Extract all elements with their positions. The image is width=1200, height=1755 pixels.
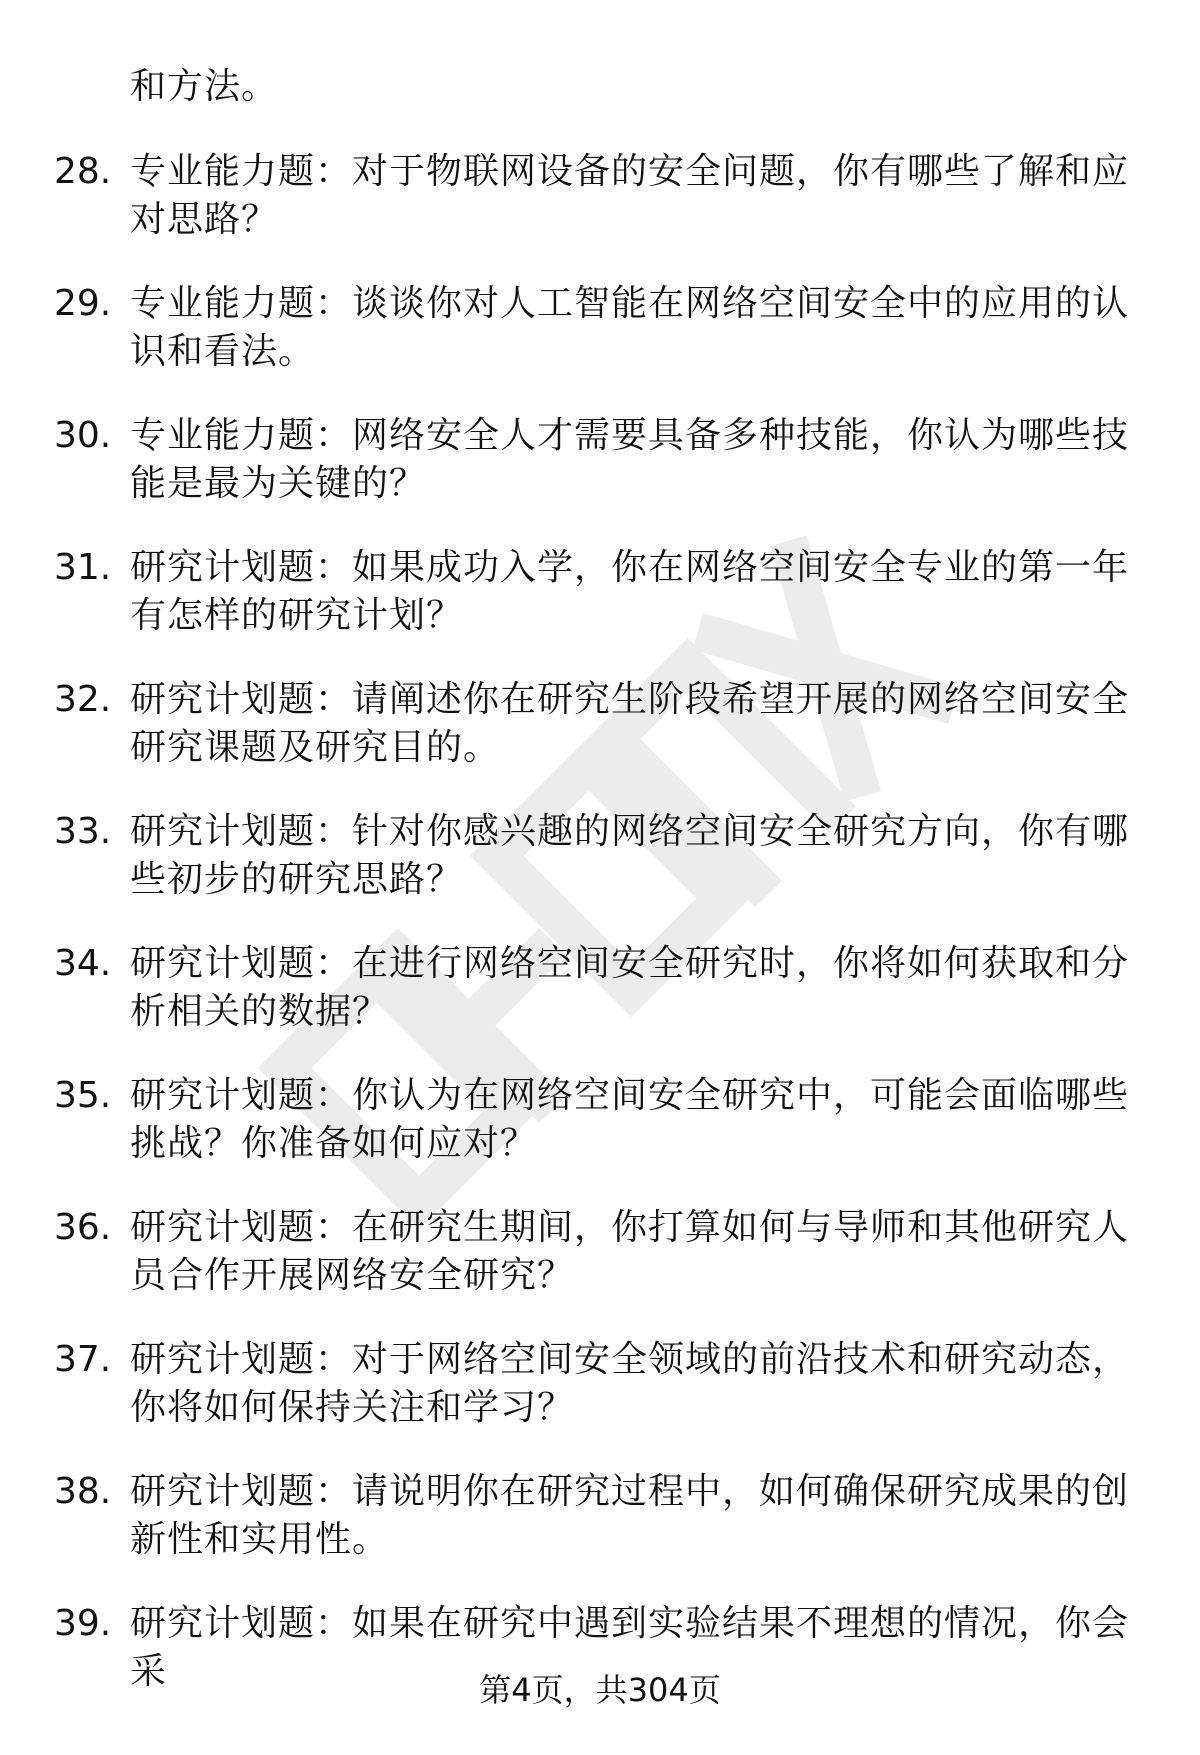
question-number: 30. [54, 415, 112, 456]
list-item [0, 676, 1200, 808]
question-text: 研究计划题：如果成功入学，你在网络空间安全专业的第一年有怎样的研究计划？ [130, 547, 1130, 636]
list-item [0, 940, 1200, 1072]
question-number: 36. [54, 1207, 112, 1248]
question-number: 34. [54, 943, 112, 984]
question-text: 研究计划题：针对你感兴趣的网络空间安全研究方向，你有哪些初步的研究思路？ [130, 811, 1130, 900]
question-number: 28. [54, 151, 112, 192]
question-text: 研究计划题：对于网络空间安全领域的前沿技术和研究动态，你将如何保持关注和学习？ [130, 1339, 1130, 1428]
question-number: 37. [54, 1339, 112, 1380]
question-text: 专业能力题：谈谈你对人工智能在网络空间安全中的应用的认识和看法。 [130, 283, 1130, 372]
question-number: 35. [54, 1075, 112, 1116]
question-text: 专业能力题：网络安全人才需要具备多种技能，你认为哪些技能是最为关键的？ [130, 415, 1130, 504]
list-item [0, 148, 1200, 280]
list-item [0, 1468, 1200, 1600]
list-item [0, 1204, 1200, 1336]
question-text: 研究计划题：在研究生期间，你打算如何与导师和其他研究人员合作开展网络安全研究？ [130, 1207, 1130, 1296]
question-text: 研究计划题：在进行网络空间安全研究时，你将如何获取和分析相关的数据？ [130, 943, 1130, 1032]
question-number: 38. [54, 1471, 112, 1512]
list-item [0, 280, 1200, 412]
question-number: 32. [54, 679, 112, 720]
list-item [0, 412, 1200, 544]
question-text: 专业能力题：对于物联网设备的安全问题，你有哪些了解和应对思路？ [130, 151, 1130, 240]
list-item [0, 544, 1200, 676]
question-text: 研究计划题：请说明你在研究过程中，如何确保研究成果的创新性和实用性。 [130, 1471, 1130, 1560]
question-number: 39. [54, 1603, 112, 1644]
list-item [0, 1336, 1200, 1468]
list-item [0, 1072, 1200, 1204]
continuation-text: 和方法。 [130, 66, 279, 107]
question-number: 31. [54, 547, 112, 588]
question-text: 研究计划题：你认为在网络空间安全研究中，可能会面临哪些挑战？你准备如何应对？ [130, 1075, 1130, 1164]
page-footer: 第4页，共304页 [479, 1671, 721, 1709]
list-item [0, 1600, 1200, 1732]
question-number: 29. [54, 283, 112, 324]
list-item [0, 808, 1200, 940]
question-text: 研究计划题：请阐述你在研究生阶段希望开展的网络空间安全研究课题及研究目的。 [130, 679, 1130, 768]
question-number: 33. [54, 811, 112, 852]
question-list [0, 148, 1200, 1732]
question-text: 研究计划题：如果在研究中遇到实验结果不理想的情况，你会采 [130, 1603, 1130, 1692]
